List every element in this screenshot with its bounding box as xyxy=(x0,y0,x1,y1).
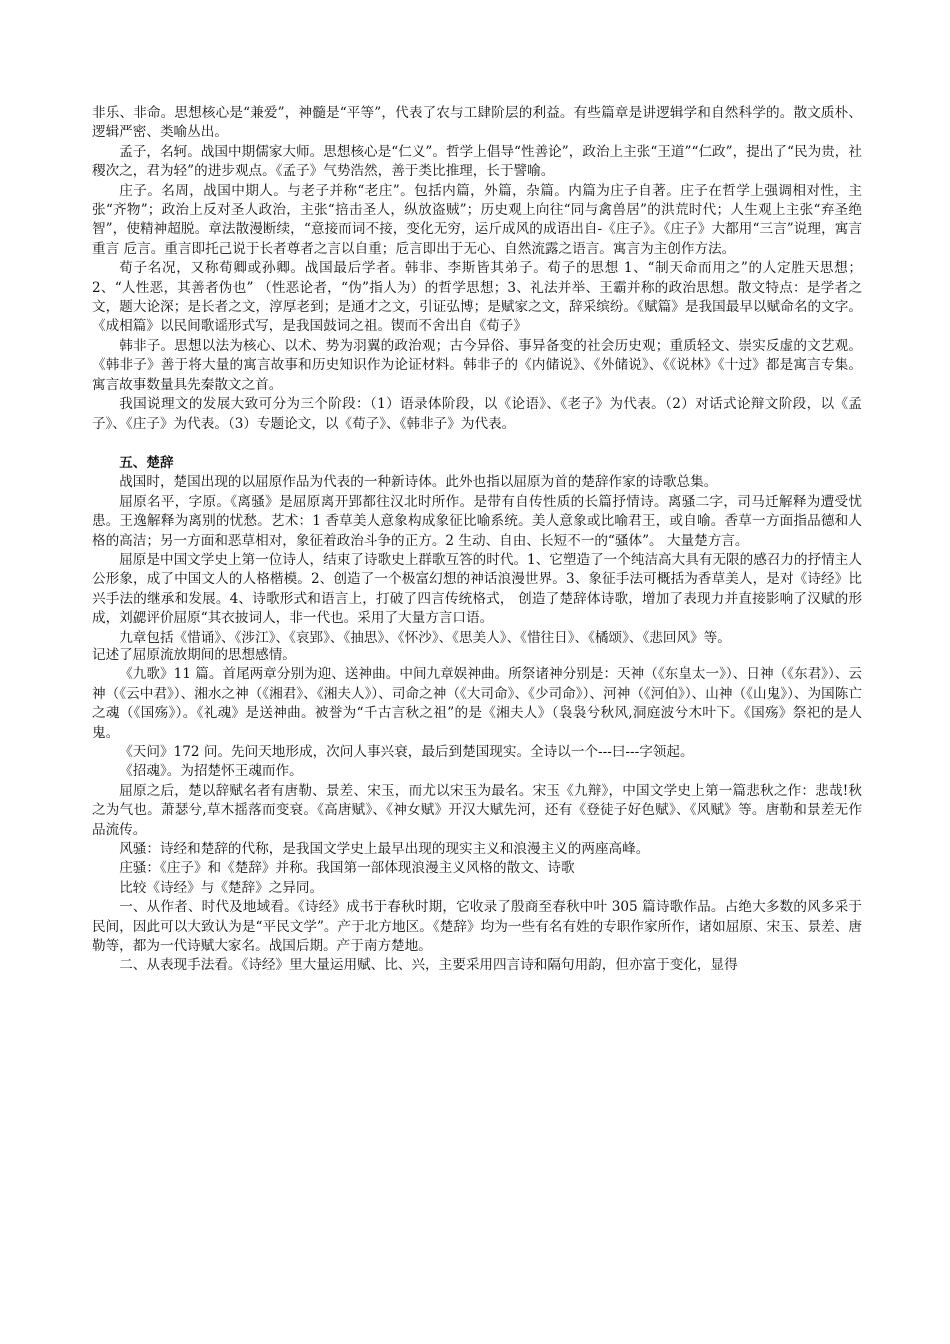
paragraph-mozi-tail: 非乐、非命。思想核心是“兼爱”，神髓是“平等”，代表了农与工肆阶层的利益。有些篇章是讲逻辑学和自然科学的。散文质朴、逻辑严密、类喻丛出。 xyxy=(92,105,862,141)
paragraph-quyuan-lisao: 屈原名平，字原。《离骚》是屈原离开郢都往汉北时所作。是带有自传性质的长篇抒情诗。离骚二字，司马迁解释为遭受忧患。王逸解释为离别的忧愁。艺术：1 香草美人意象构成象征比喻系统。美人意象或比喻君王，或自喻。香草一方面指品德和人格的高洁；另一方面和恶草相对，象征着政治斗争的正方。2 生动、自由、长短不一的“骚体”。 大量楚方言。 xyxy=(92,493,862,549)
paragraph-zhaohun: 《招魂》。为招楚怀王魂而作。 xyxy=(119,763,303,780)
paragraph-comparison-two: 二、从表现手法看。《诗经》里大量运用赋、比、兴，主要采用四言诗和隔句用韵，但亦富于变化，显得 xyxy=(119,957,738,974)
paragraph-comparison-one: 一、从作者、时代及地域看。《诗经》成书于春秋时期，它收录了殷商至春秋中叶 305 篇诗歌作品。占绝大多数的风多采于民间，因此可以大致认为是“平民文学”。产于北方地区。《楚辞》均为一些有名有姓的专职作家所作，诸如屈原、宋玉、景差、唐勒等，都为一代诗赋大家名。战国后期。产于南方楚地。 xyxy=(92,899,862,955)
paragraph-quyuan-status: 屈原是中国文学史上第一位诗人，结束了诗歌史上群歌互答的时代。1、它塑造了一个纯洁高大具有无限的感召力的抒情主人公形象，成了中国文人的人格楷模。2、创造了一个极富幻想的神话浪漫世界。3、象征手法可概括为香草美人，是对《诗经》比兴手法的继承和发展。4、诗歌形式和语言上，打破了四言传统格式， 创造了楚辞体诗歌，增加了表现力并直接影响了汉赋的形成，刘勰评价屈原“其衣披词人，非一代也。采用了大量方言口语。 xyxy=(92,551,862,627)
paragraph-songyu: 屈原之后，楚以辞赋名者有唐勒、景差、宋玉，而尤以宋玉为最名。宋玉《九辩》，中国文学史上第一篇悲秋之作：悲哉!秋之为气也。萧瑟兮,草木摇落而变衰。《高唐赋》、《神女赋》开汉大赋先河，还有《登徒子好色赋》、《风赋》等。唐勒和景差无作品流传。 xyxy=(92,782,862,838)
section-heading-chuci: 五、楚辞 xyxy=(119,454,174,471)
document-page xyxy=(92,104,862,976)
paragraph-chuci-definition: 战国时，楚国出现的以屈原作品为代表的一种新诗体。此外也指以屈原为首的楚辞作家的诗歌总集。 xyxy=(119,474,718,491)
paragraph-comparison-title: 比较《诗经》与《楚辞》之异同。 xyxy=(119,879,324,896)
paragraph-jiuge: 《九歌》11 篇。首尾两章分别为迎、送神曲。中间九章娱神曲。所祭诸神分别是：天神（《东皇太一》）、日神（《东君》）、云神（《云中君》）、湘水之神（《湘君》、《湘夫人》）、司命之神（《大司命》、《少司命》）、河神（《河伯》）、山神（《山鬼》）、为国陈亡之魂（《国殇》）。《礼魂》是送神曲。被誉为“千古言秋之祖”的是《湘夫人》（袅袅兮秋风,洞庭波兮木叶下。《国殇》祭祀的是人鬼。 xyxy=(92,666,862,741)
paragraph-zhuangzi: 庄子。名周，战国中期人。与老子并称“老庄”。包括内篇，外篇，杂篇。内篇为庄子自著。庄子在哲学上强调相对性，主张“齐物”；政治上反对圣人政治，主张“掊击圣人，纵放盗贼”；历史观上向往“同与禽兽居”的洪荒时代；人生观上主张“弃圣绝智”，使精神超脱。章法散漫断续，“意接而词不接，变化无穷，运斤成风的成语出自-《庄子》。《庄子》大都用“三言”说理，寓言 重言 卮言。重言即托己说于长者尊者之言以自重；卮言即出于无心、自然流露之语言。寓言为主创作方法。 xyxy=(92,182,862,257)
paragraph-mengzi: 孟子，名轲。战国中期儒家大师。思想核心是“仁义”。哲学上倡导“性善论”，政治上主张“王道”“仁政”，提出了“民为贵，社稷次之，君为轻”的进步观点。《孟子》气势浩然，善于类比推理，长于譬喻。 xyxy=(92,143,862,180)
paragraph-zhuangsao: 庄骚：《庄子》和《楚辞》并称。我国第一部体现浪漫主义风格的散文、诗歌 xyxy=(119,860,575,877)
paragraph-hanfeizi: 韩非子。思想以法为核心、以术、势为羽翼的政治观；古今异俗、事异备变的社会历史观；重质轻文、崇实反虚的文艺观。《韩非子》善于将大量的寓言故事和历史知识作为论证材料。韩非子的《内储说》、《外储说》、《《说林》《十过》都是寓言专集。寓言故事数量具先秦散文之首。 xyxy=(92,337,862,393)
paragraph-xunzi: 荀子名况，又称荀卿或孙卿。战国最后学者。韩非、李斯皆其弟子。荀子的思想 1、“制天命而用之”的人定胜天思想；2、“人性恶，其善者伪也” （性恶论者，“伪”指人为）的哲学思想；3、礼法并举、王霸并称的政治思想。散文特点：是学者之文，题大论深；是长者之文，淳厚老到；是通才之文，引证弘博；是赋家之文，辞采缤纷。《赋篇》是我国最早以赋命名的文字。《成相篇》以民间歌谣形式写，是我国鼓词之祖。锲而不舍出自《荀子》 xyxy=(92,260,862,335)
paragraph-argument-stages: 我国说理文的发展大致可分为三个阶段：（1）语录体阶段，以《论语》、《老子》为代表。（2）对话式论辩文阶段，以《孟子》、《庄子》为代表。（3）专题论文，以《荀子》、《韩非子》为代表。 xyxy=(92,396,862,432)
paragraph-fengsao: 风骚：诗经和楚辞的代称，是我国文学史上最早出现的现实主义和浪漫主义的两座高峰。 xyxy=(119,841,650,858)
paragraph-jiuzhang: 九章包括《惜诵》、《涉江》、《哀郢》、《抽思》、《怀沙》、《思美人》、《惜往日》、《橘颂》、《悲回风》等。 xyxy=(119,629,731,646)
paragraph-jiuzhang-note: 记述了屈原流放期间的思想感情。 xyxy=(92,646,296,663)
paragraph-tianwen: 《天问》172 问。先问天地形成，次问人事兴衰，最后到楚国现实。全诗以一个---曰---字领起。 xyxy=(119,744,694,760)
